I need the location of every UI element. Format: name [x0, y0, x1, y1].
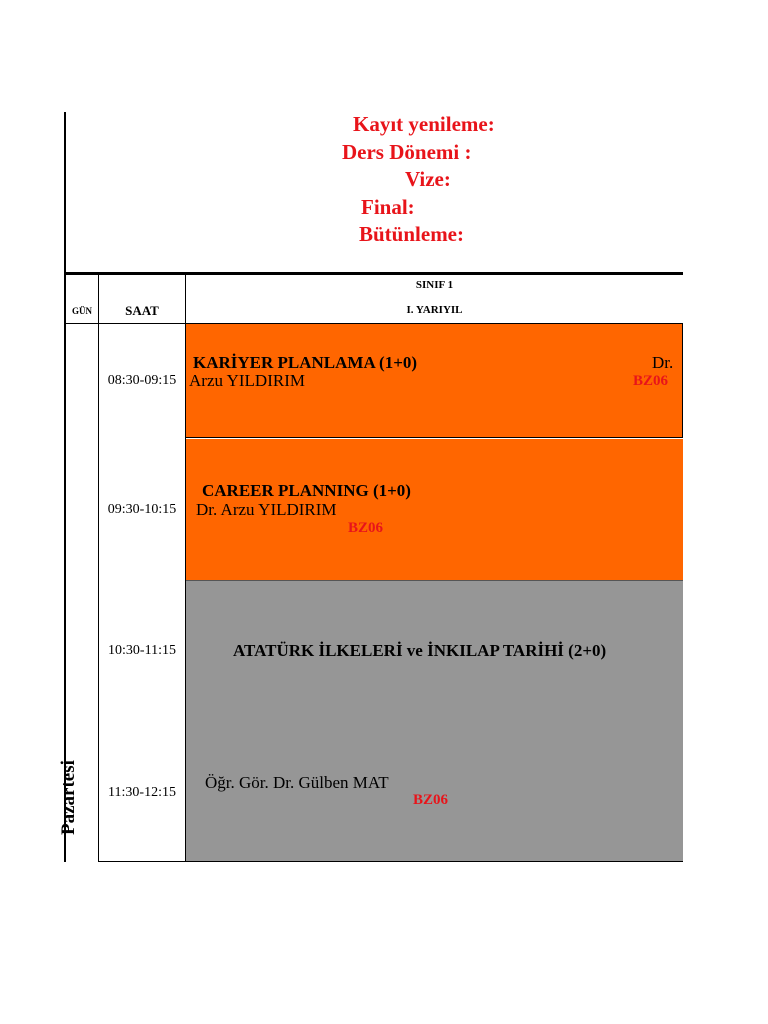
- course-title: CAREER PLANNING (1+0): [202, 481, 411, 500]
- instructor-name: Dr. Arzu YILDIRIM: [196, 500, 337, 519]
- day-label-monday: Pazartesi: [58, 760, 79, 835]
- table-bottom-border: [98, 861, 683, 862]
- time-slot: 09:30-10:15: [107, 502, 177, 517]
- semester-header: I. YARIYIL: [406, 304, 463, 316]
- time-slot: 11:30-12:15: [108, 785, 176, 800]
- instructor-title-prefix: Dr.: [652, 353, 674, 372]
- class-header: SINIF 1: [415, 279, 454, 291]
- midterm-label: Vize:: [405, 167, 451, 191]
- course-title: ATATÜRK İLKELERİ ve İNKILAP TARİHİ (2+0): [233, 641, 607, 660]
- makeup-exam-label: Bütünleme:: [359, 222, 464, 246]
- room-label: BZ06: [413, 792, 449, 808]
- instructor-name: Öğr. Gör. Dr. Gülben MAT: [205, 773, 389, 792]
- time-column-header: SAAT: [125, 303, 159, 318]
- time-slot: 08:30-09:15: [107, 373, 177, 388]
- final-label: Final:: [361, 195, 415, 219]
- sheet-left-border: [64, 112, 66, 862]
- registration-renewal-label: Kayıt yenileme:: [353, 112, 495, 136]
- instructor-name: Arzu YILDIRIM: [189, 371, 305, 390]
- room-label: BZ06: [633, 373, 669, 389]
- day-column-header: GÜN: [72, 306, 92, 316]
- course-title: KARİYER PLANLAMA (1+0): [193, 353, 418, 372]
- grid-line-gun-saat: [98, 275, 99, 862]
- room-label: BZ06: [348, 520, 384, 536]
- table-top-border: [64, 272, 683, 275]
- time-slot: 10:30-11:15: [108, 643, 176, 658]
- course-period-label: Ders Dönemi :: [342, 140, 472, 164]
- course-cell-ataturk-principles: [186, 581, 683, 861]
